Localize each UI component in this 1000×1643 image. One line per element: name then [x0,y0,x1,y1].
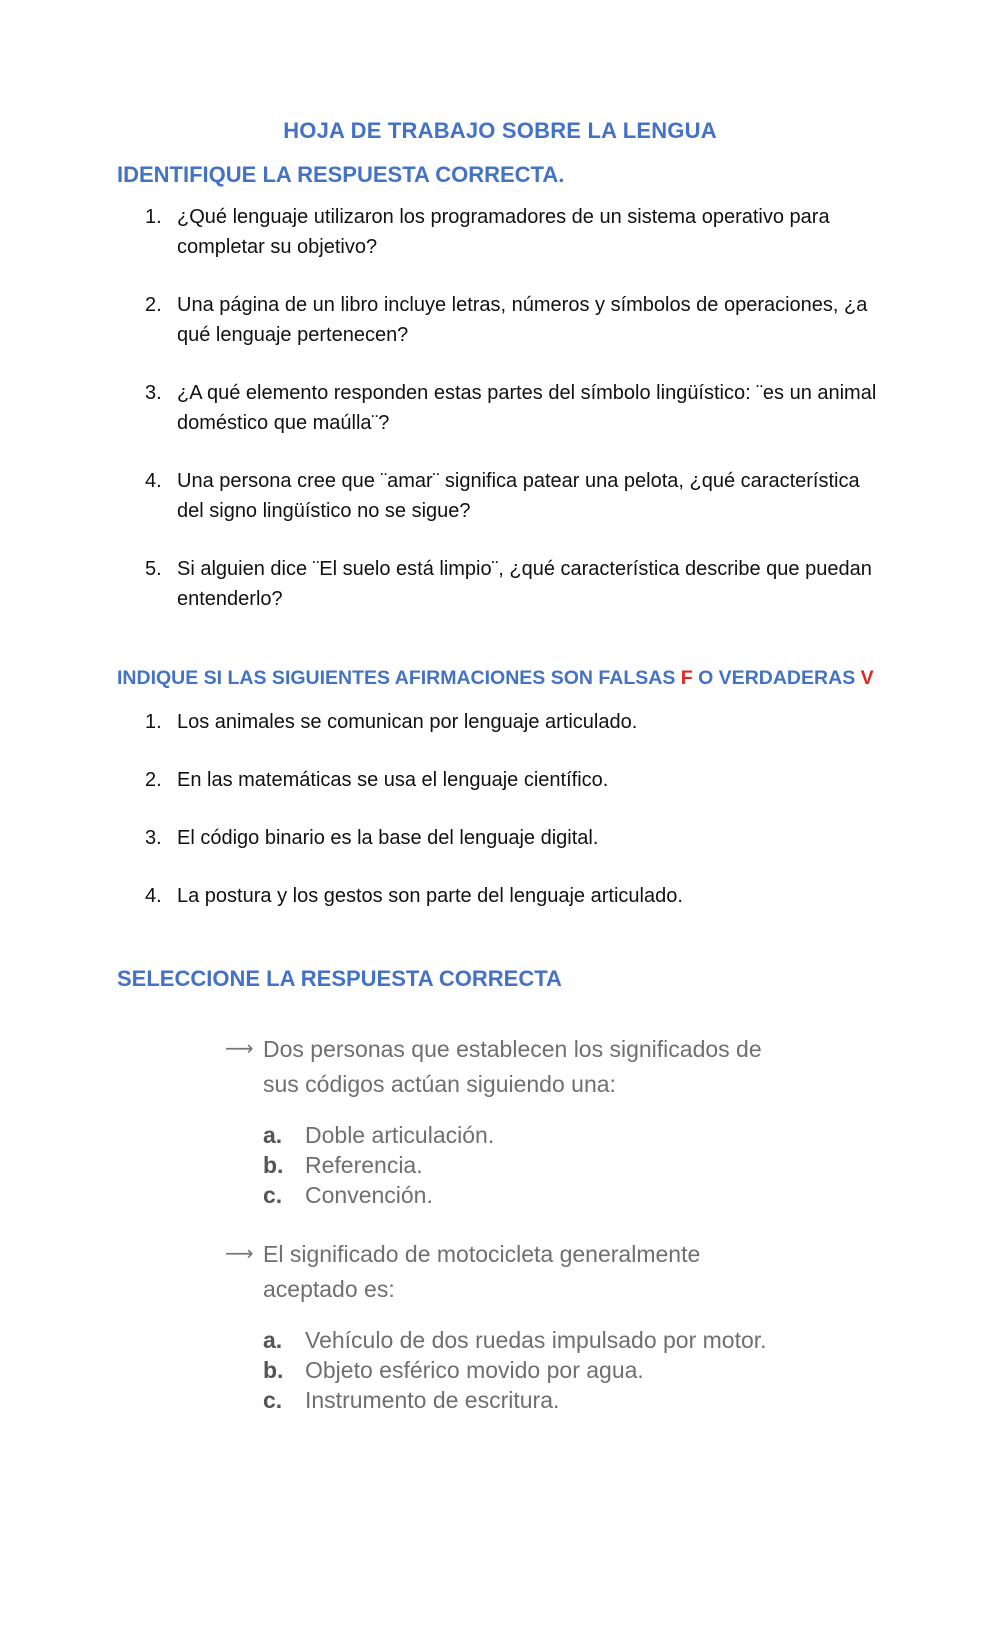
question-item [117,554,877,614]
option-text: Referencia. [305,1152,423,1178]
question-text: ¿A qué elemento responden estas partes del símbolo lingüístico: ¨es un animal doméstico que maúlla¨? [177,382,877,434]
option-text: Convención. [305,1182,433,1208]
option-letter: a. [263,1122,283,1148]
arrow-icon: ⟶ [225,1038,254,1060]
mc-question-text: Dos personas que establecen los significados de sus códigos actúan siguiendo una: [263,1036,762,1097]
option-letter: c. [263,1182,283,1208]
question-item [117,202,877,262]
question-item [117,466,877,526]
statement-number: 1. [145,711,162,733]
multiple-choice-question-1 [225,1032,785,1210]
option-text: Objeto esférico movido por agua. [305,1357,644,1383]
question-item [117,290,877,350]
mc-question [225,1237,785,1307]
statement-text: La postura y los gestos son parte del lenguaje articulado. [177,885,683,907]
question-number: 2. [145,294,162,316]
question-text: Una página de un libro incluye letras, números y símbolos de operaciones, ¿a qué lenguaje pertenecen? [177,294,868,346]
option-letter: c. [263,1387,283,1413]
option-text: Vehículo de dos ruedas impulsado por motor. [305,1327,767,1353]
mc-question-text: El significado de motocicleta generalmente aceptado es: [263,1241,701,1302]
question-text: ¿Qué lenguaje utilizaron los programadores de un sistema operativo para completar su objetivo? [177,206,830,258]
question-text: Si alguien dice ¨El suelo está limpio¨, ¿qué característica describe que puedan entenderlo? [177,558,872,610]
question-number: 1. [145,206,162,228]
mc-option[interactable] [263,1180,785,1210]
mc-option[interactable] [263,1325,785,1355]
multiple-choice-question-2 [225,1237,785,1415]
statement-item [117,707,877,737]
mc-option[interactable] [263,1385,785,1415]
question-item [117,378,877,438]
statement-number: 2. [145,769,162,791]
option-letter: b. [263,1152,284,1178]
statement-item [117,881,877,911]
statement-text: El código binario es la base del lenguaje digital. [177,827,599,849]
question-number: 5. [145,558,162,580]
mc-options [263,1325,785,1415]
section2-heading-text: INDIQUE SI LAS SIGUIENTES AFIRMACIONES SON FALSAS [117,667,681,689]
option-text: Doble articulación. [305,1122,495,1148]
arrow-icon: ⟶ [225,1243,254,1265]
statement-text: Los animales se comunican por lenguaje articulado. [177,711,638,733]
statement-number: 4. [145,885,162,907]
option-text: Instrumento de escritura. [305,1387,560,1413]
mc-option[interactable] [263,1355,785,1385]
section1-heading: IDENTIFIQUE LA RESPUESTA CORRECTA. [117,162,565,187]
mc-option[interactable] [263,1120,785,1150]
statement-item [117,765,877,795]
option-letter: a. [263,1327,283,1353]
mc-option[interactable] [263,1150,785,1180]
statement-text: En las matemáticas se usa el lenguaje científico. [177,769,609,791]
section2-heading [117,667,874,690]
mc-options [263,1120,785,1210]
true-marker: V [860,667,874,689]
section2-statement-list [117,707,877,911]
section2-heading-text-2: O VERDADERAS [692,667,861,689]
mc-question [225,1032,785,1102]
section3-heading: SELECCIONE LA RESPUESTA CORRECTA [117,966,562,991]
statement-number: 3. [145,827,162,849]
document-title: HOJA DE TRABAJO SOBRE LA LENGUA [283,118,717,143]
question-number: 4. [145,470,162,492]
statement-item [117,823,877,853]
question-text: Una persona cree que ¨amar¨ significa patear una pelota, ¿qué característica del signo lingüístico no se sigue? [177,470,860,522]
false-marker: F [680,667,693,689]
question-number: 3. [145,382,162,404]
section1-question-list [117,202,877,614]
option-letter: b. [263,1357,284,1383]
